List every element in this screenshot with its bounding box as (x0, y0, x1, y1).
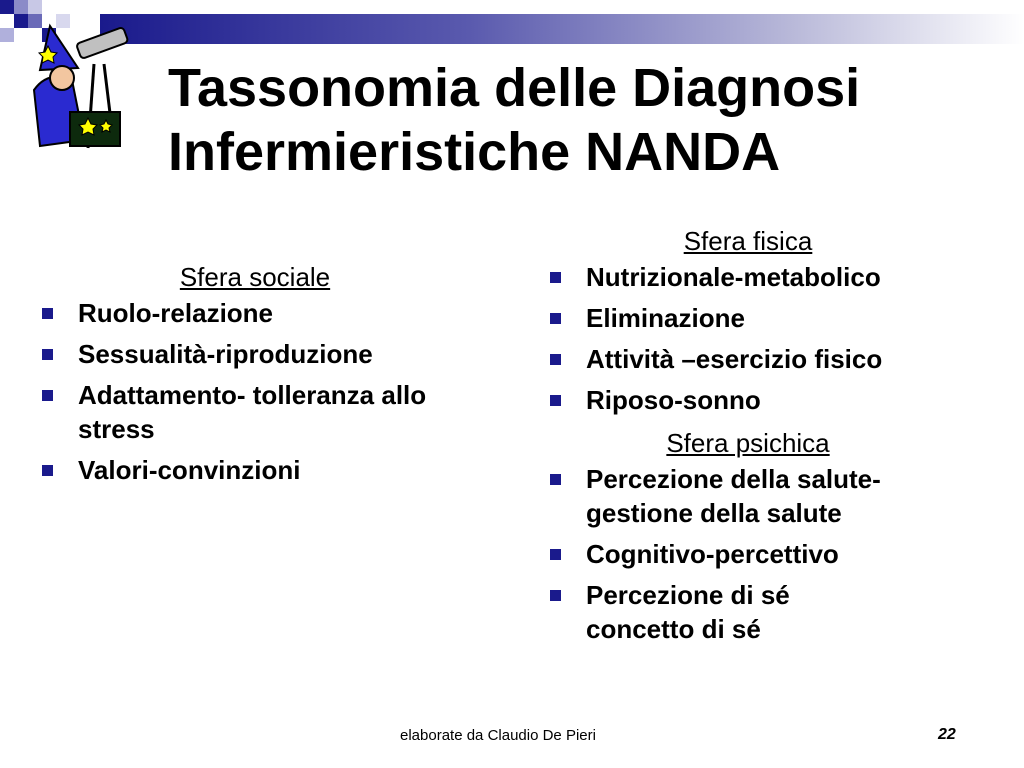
psychic-list (548, 462, 988, 646)
square-bullet-icon (550, 313, 561, 324)
list-item: Nutrizionale-metabolico (548, 260, 988, 294)
title-line-2: Infermieristiche NANDA (168, 122, 781, 182)
social-list (40, 296, 480, 487)
list-item: Adattamento- tolleranza allo stress (40, 378, 478, 446)
square-bullet-icon (550, 474, 561, 485)
square-bullet-icon (42, 308, 53, 319)
square-bullet-icon (550, 354, 561, 365)
slide-title (168, 56, 1008, 184)
physical-list (548, 260, 988, 417)
square-bullet-icon (550, 549, 561, 560)
heading-sfera-psichica: Sfera psichica (666, 428, 830, 458)
list-item: Eliminazione (548, 301, 988, 335)
square-bullet-icon (42, 390, 53, 401)
list-item: Valori-convinzioni (40, 453, 480, 487)
list-item: Percezione di sé concetto di sé (548, 578, 866, 646)
list-item: Cognitivo-percettivo (548, 537, 988, 571)
left-column (40, 258, 480, 494)
title-line-1: Tassonomia delle Diagnosi (168, 58, 861, 118)
list-item: Ruolo-relazione (40, 296, 480, 330)
square-bullet-icon (42, 465, 53, 476)
wizard-astronomer-clipart (18, 20, 130, 156)
footer-credit: elaborate da Claudio De Pieri (400, 727, 596, 744)
page-number: 22 (938, 726, 956, 743)
list-item: Sessualità-riproduzione (40, 337, 480, 371)
square-bullet-icon (42, 349, 53, 360)
heading-sfera-fisica: Sfera fisica (683, 226, 813, 256)
list-item: Riposo-sonno (548, 383, 988, 417)
right-column (548, 222, 988, 653)
header-gradient-bar (100, 14, 1024, 44)
heading-sfera-sociale: Sfera sociale (179, 262, 331, 292)
square-bullet-icon (550, 395, 561, 406)
square-bullet-icon (550, 590, 561, 601)
square-bullet-icon (550, 272, 561, 283)
list-item: Percezione della salute-gestione della salute (548, 462, 956, 530)
list-item: Attività –esercizio fisico (548, 342, 988, 376)
